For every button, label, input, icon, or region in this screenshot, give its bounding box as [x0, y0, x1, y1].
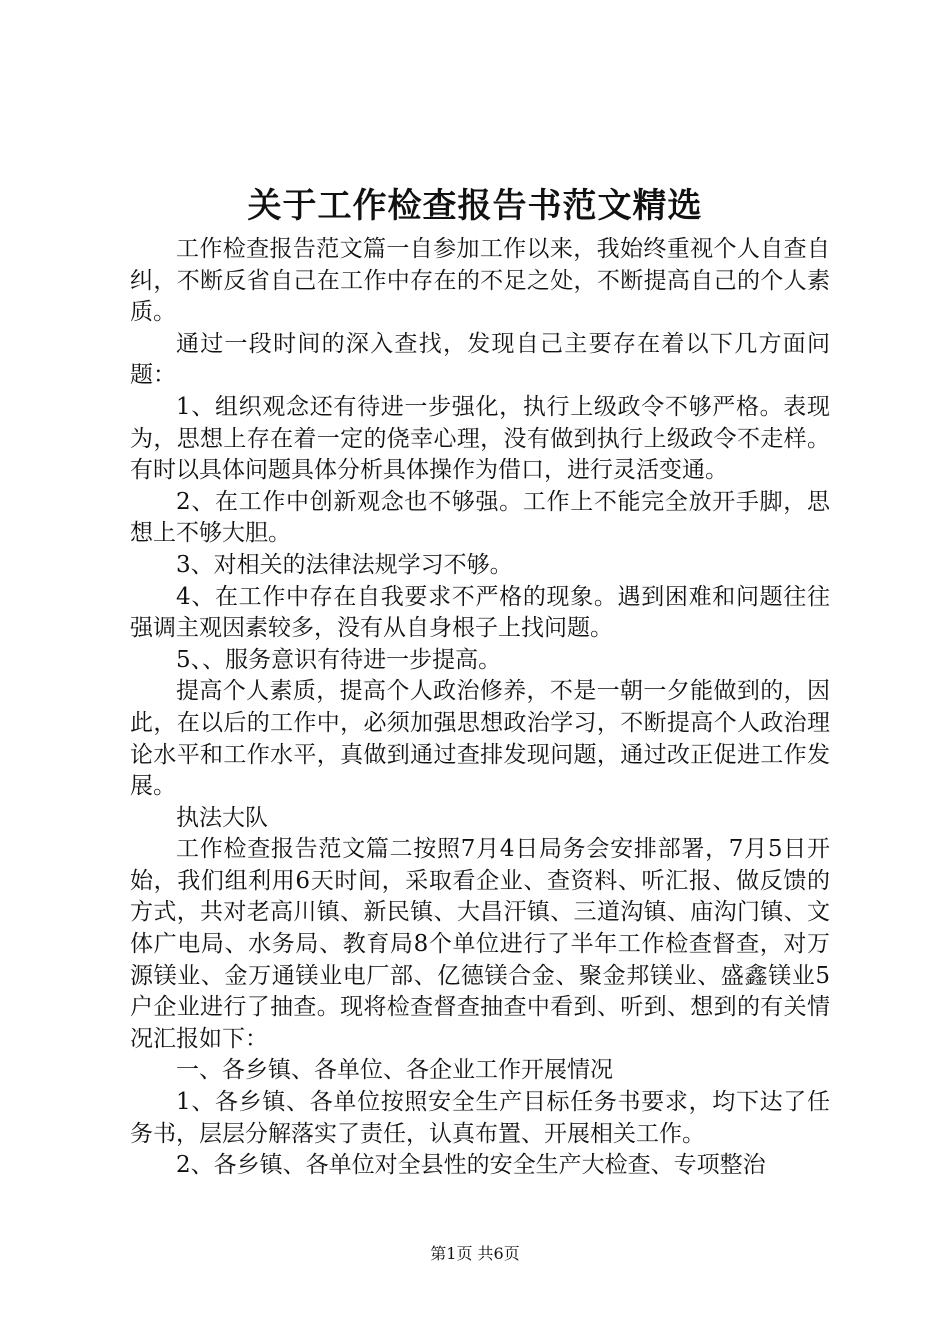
section-heading: 一、各乡镇、各单位、各企业工作开展情况 — [176, 1057, 613, 1084]
paragraph: 2、各乡镇、各单位对全县性的安全生产大检查、专项整治 — [176, 1152, 766, 1179]
paragraph: 5、、服务意识有待进一步提高。 — [176, 646, 502, 673]
paragraph: 4、在工作中存在自我要求不严格的现象。遇到困难和问题往往强调主观因素较多，没有从自身根子上找问题。 — [130, 583, 830, 642]
paragraph: 提高个人素质，提高个人政治修养，不是一朝一夕能做到的，因此，在以后的工作中，必须加强思想政治学习，不断提高个人政治理论水平和工作水平，真做到通过查排发现问题，通过改正促进工作发展。 — [130, 678, 830, 800]
paragraph: 2、在工作中创新观念也不够强。工作上不能完全放开手脚，思想上不够大胆。 — [130, 488, 830, 547]
document-title: 关于工作检查报告书范文精选 — [247, 186, 703, 226]
paragraph: 通过一段时间的深入查找，发现自己主要存在着以下几方面问题： — [130, 330, 830, 389]
page-number-footer: 第1页 共6页 — [430, 1244, 520, 1263]
paragraph: 1、组织观念还有待进一步强化，执行上级政令不够严格。表现为，思想上存在着一定的侥幸心理，没有做到执行上级政令不走样。有时以具体问题具体分析具体操作为借口，进行灵活变通。 — [130, 393, 830, 484]
paragraph-signature: 执法大队 — [176, 804, 268, 831]
paragraph: 工作检查报告范文篇二按照7月4日局务会安排部署，7月5日开始，我们组利用6天时间，采取看企业、查资料、听汇报、做反馈的方式，共对老高川镇、新民镇、大昌汗镇、三道沟镇、庙沟门镇、文体广电局、水务局、教育局8个单位进行了半年工作检查督查，对万源镁业、金万通镁业电厂部、亿德镁合金、聚金邦镁业、盛鑫镁业5户企业进行了抽查。现将检查督查抽查中看到、听到、想到的有关情况汇报如下： — [130, 836, 830, 1052]
document-body — [130, 234, 830, 1182]
paragraph: 3、对相关的法律法规学习不够。 — [176, 551, 513, 578]
paragraph: 工作检查报告范文篇一自参加工作以来，我始终重视个人自查自纠，不断反省自己在工作中存在的不足之处，不断提高自己的个人素质。 — [130, 236, 830, 326]
paragraph: 1、各乡镇、各单位按照安全生产目标任务书要求，均下达了任务书，层层分解落实了责任，认真布置、开展相关工作。 — [130, 1089, 830, 1147]
